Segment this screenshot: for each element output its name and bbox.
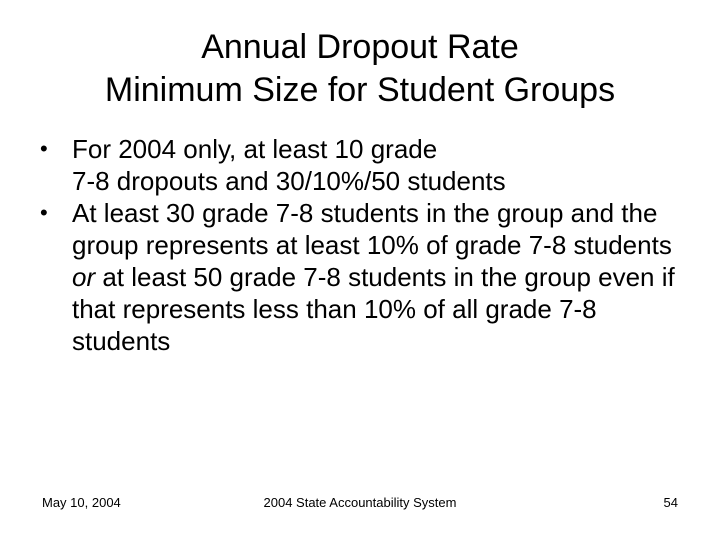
- bullet-1-line-2: 7-8 dropouts and 30/10%/50 students: [72, 166, 506, 196]
- bullet-1-line-1: For 2004 only, at least 10 grade: [72, 134, 438, 164]
- bullet-item-2: [40, 197, 700, 357]
- bullet-2-text-part-2: at least 50 grade 7-8 students in the group even if that represents less than 10% of all grade 7-8 students: [72, 262, 675, 356]
- bullet-marker: •: [40, 200, 48, 225]
- title-line-2: Minimum Size for Student Groups: [104, 71, 616, 109]
- footer-date: May 10, 2004: [42, 495, 121, 510]
- title-line-1: Annual Dropout Rate: [201, 28, 519, 66]
- bullet-2-text-part-1: At least 30 grade 7-8 students in the group and the group represents at least 10% of grade 7-8 students: [72, 198, 672, 260]
- footer-page-number: 54: [663, 495, 678, 510]
- footer-center-text: 2004 State Accountability System: [263, 495, 457, 510]
- bullet-marker: •: [40, 136, 48, 161]
- bullet-list: [40, 133, 700, 357]
- slide-title: [0, 26, 720, 112]
- bullet-item-1: [40, 133, 700, 197]
- bullet-2-emphasis: or: [72, 262, 96, 292]
